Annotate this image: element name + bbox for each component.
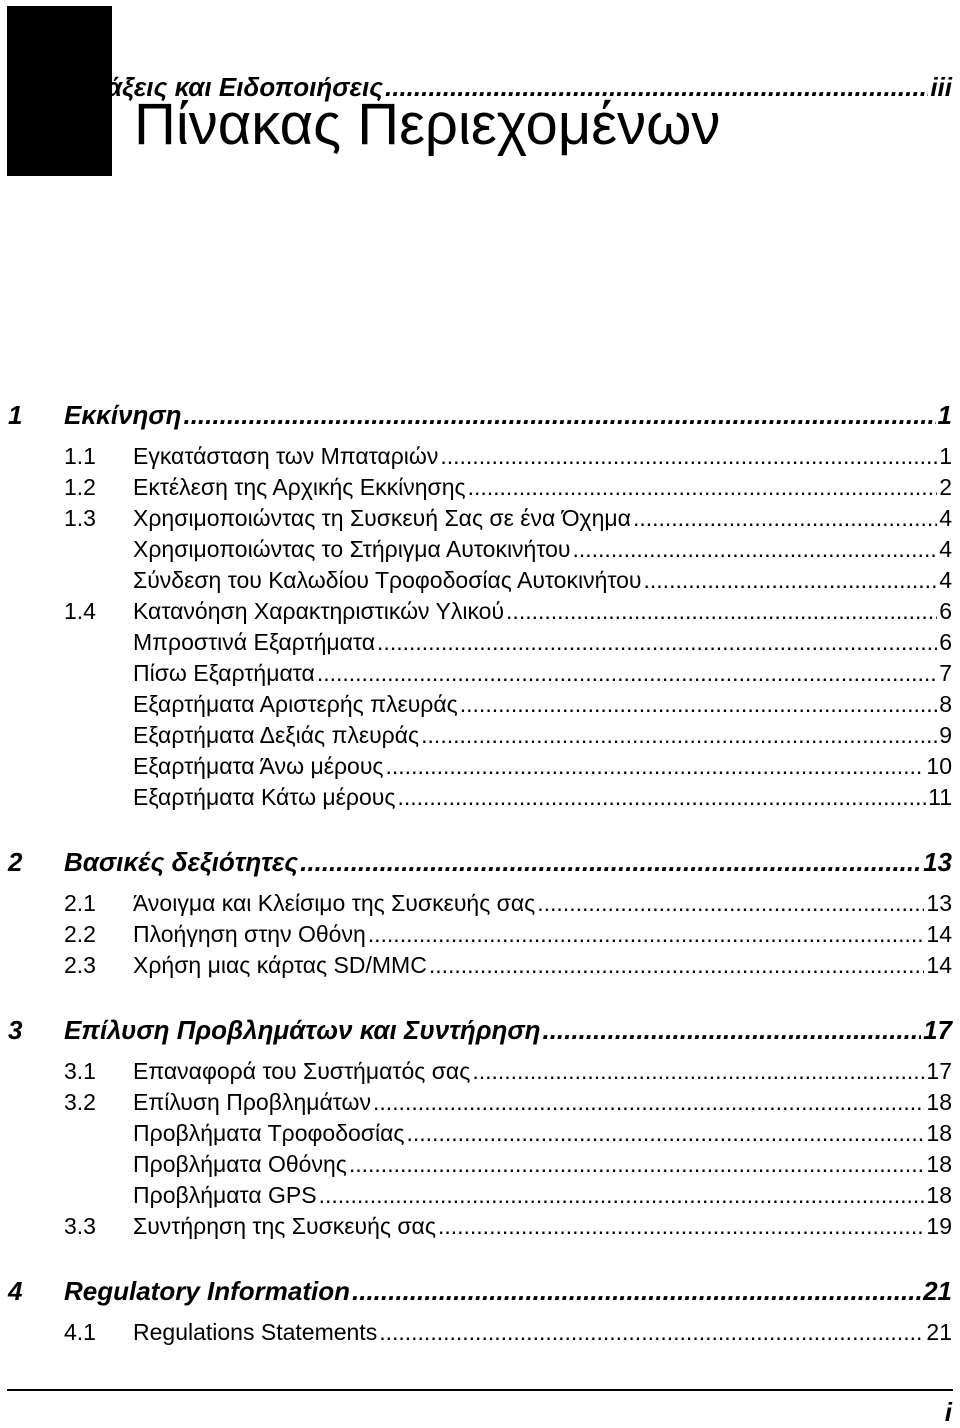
toc-leader-dots [572, 536, 937, 563]
toc-entry-page: 7 [939, 660, 952, 686]
toc-entry-text: Άνοιγμα και Κλείσιμο της Συσκευής σας [133, 890, 536, 916]
toc-entry-text: Εξαρτήματα Αριστερής πλευράς [133, 691, 458, 717]
toc-entry-text: Χρήση μιας κάρτας SD/MMC [133, 952, 427, 978]
toc-section-entry[interactable] [133, 921, 952, 951]
toc-entry-text: Εγκατάσταση των Μπαταριών [133, 443, 439, 469]
toc-entry-page: 14 [926, 921, 952, 947]
toc-chapter-entry[interactable] [64, 847, 952, 879]
toc-subsection-entry[interactable] [133, 536, 952, 566]
toc-entry-text: Εξαρτήματα Κάτω μέρους [133, 784, 396, 810]
toc-leader-dots [379, 1319, 924, 1346]
toc-section-entry[interactable] [133, 890, 952, 920]
toc-section-entry[interactable] [133, 1089, 952, 1119]
toc-leader-dots [472, 1058, 924, 1085]
toc-entry-page: 4 [939, 536, 952, 562]
toc-chapter-number: 1 [8, 400, 23, 430]
toc-section-entry[interactable] [133, 474, 952, 504]
toc-entry-page: 19 [926, 1213, 952, 1239]
toc-entry-text: Κατανόηση Χαρακτηριστικών Υλικού [133, 598, 505, 624]
toc-leader-dots [317, 660, 937, 687]
toc-leader-dots [386, 753, 925, 780]
toc-section-number: 1.4 [64, 598, 96, 624]
toc-entry-page: 18 [926, 1151, 952, 1177]
toc-leader-dots [537, 890, 924, 917]
toc-leader-dots [385, 72, 928, 103]
toc-entry-text: Προβλήματα Οθόνης [133, 1151, 347, 1177]
toc-entry-text: Πίσω Εξαρτήματα [133, 660, 315, 686]
toc-chapter-entry[interactable] [64, 1015, 952, 1047]
toc-entry-page: 11 [928, 784, 952, 810]
toc-leader-dots [460, 691, 937, 718]
toc-leader-dots [633, 505, 937, 532]
toc-entry-text: Επίλυση Προβλημάτων [133, 1089, 371, 1115]
toc-entry-page: 4 [939, 567, 952, 593]
toc-subsection-entry[interactable] [133, 1182, 952, 1212]
toc-subsection-entry[interactable] [133, 722, 952, 752]
toc-entry-text: Εξαρτήματα Δεξιάς πλευράς [133, 722, 420, 748]
toc-leader-dots [349, 1151, 925, 1178]
toc-entry-text: Μπροστινά Εξαρτήματα [133, 629, 376, 655]
toc-subsection-entry[interactable] [133, 753, 952, 783]
toc-subsection-entry[interactable] [133, 567, 952, 597]
toc-entry-text: Σύνδεση του Καλωδίου Τροφοδοσίας Αυτοκινήτου [133, 567, 642, 593]
toc-entry-page: 10 [926, 753, 952, 779]
toc-section-entry[interactable] [133, 443, 952, 473]
toc-entry-text: Προβλήματα Τροφοδοσίας [133, 1120, 405, 1146]
toc-entry-page: 4 [939, 505, 952, 531]
toc-section-number: 1.1 [64, 443, 96, 469]
toc-entry-text: Χρησιμοποιώντας το Στήριγμα Αυτοκινήτου [133, 536, 571, 562]
toc-leader-dots [429, 952, 925, 979]
toc-entry-page: 17 [923, 1015, 952, 1045]
toc-leader-dots [300, 847, 921, 878]
toc-leader-dots [644, 567, 938, 594]
toc-section-entry[interactable] [133, 505, 952, 535]
toc-leader-dots [506, 598, 937, 625]
toc-subsection-entry[interactable] [133, 1151, 952, 1181]
toc-chapter-number: 3 [8, 1015, 23, 1045]
toc-section-entry[interactable] [133, 598, 952, 628]
toc-entry-page: 1 [939, 443, 952, 469]
toc-entry-page: 1 [937, 400, 952, 430]
toc-leader-dots [373, 1089, 924, 1116]
toc-entry-text: Εξαρτήματα Άνω μέρους [133, 753, 384, 779]
toc-entry-text: Επαναφορά του Συστήματός σας [133, 1058, 471, 1084]
toc-chapter-entry[interactable] [64, 400, 952, 432]
toc-entry-page: 18 [926, 1089, 952, 1115]
toc-section-number: 1.3 [64, 505, 96, 531]
toc-entry-text: Regulations Statements [133, 1319, 378, 1345]
toc-entry-text: Συντήρηση της Συσκευής σας [133, 1213, 436, 1239]
toc-section-number: 3.3 [64, 1213, 96, 1239]
footer-divider [7, 1389, 953, 1391]
toc-entry-text: Χρησιμοποιώντας τη Συσκευή Σας σε ένα Όχημα [133, 505, 631, 531]
toc-entry-page: 2 [939, 474, 952, 500]
toc-subsection-entry[interactable] [133, 629, 952, 659]
toc-leader-dots [397, 784, 926, 811]
toc-section-entry[interactable] [133, 1058, 952, 1088]
toc-entry-page: 18 [926, 1182, 952, 1208]
toc-leader-dots [468, 474, 938, 501]
toc-section-number: 2.3 [64, 952, 96, 978]
toc-entry-page: 13 [926, 890, 952, 916]
toc-entry-page: 14 [926, 952, 952, 978]
toc-subsection-entry[interactable] [133, 1120, 952, 1150]
page-title: Πίνακας Περιεχομένων [134, 92, 721, 157]
toc-leader-dots [368, 921, 925, 948]
toc-entry-page: 8 [939, 691, 952, 717]
toc-entry-preface[interactable] [8, 72, 952, 104]
toc-section-entry[interactable] [133, 1213, 952, 1243]
toc-subsection-entry[interactable] [133, 691, 952, 721]
toc-entry-page: 6 [939, 629, 952, 655]
toc-leader-dots [438, 1213, 924, 1240]
toc-entry-page: 9 [939, 722, 952, 748]
toc-leader-dots [440, 443, 937, 470]
toc-chapter-number: 2 [8, 847, 23, 877]
toc-entry-text: Πλοήγηση στην Οθόνη [133, 921, 366, 947]
toc-entry-page: 21 [923, 1276, 952, 1306]
toc-entry-page: 21 [926, 1319, 952, 1345]
toc-chapter-number: 4 [8, 1276, 23, 1306]
toc-section-number: 3.2 [64, 1089, 96, 1115]
toc-subsection-entry[interactable] [133, 660, 952, 690]
toc-section-number: 3.1 [64, 1058, 96, 1084]
toc-leader-dots [352, 1276, 921, 1307]
toc-section-number: 1.2 [64, 474, 96, 500]
toc-section-entry[interactable] [133, 952, 952, 982]
toc-leader-dots [319, 1182, 925, 1209]
toc-entry-page: 6 [939, 598, 952, 624]
toc-entry-page: 18 [926, 1120, 952, 1146]
toc-entry-page: 13 [923, 847, 952, 877]
toc-entry-text: Εκτέλεση της Αρχικής Εκκίνησης [133, 474, 466, 500]
toc-entry-text: Βασικές δεξιότητες [64, 847, 299, 877]
toc-entry-text: Regulatory Information [64, 1276, 351, 1306]
toc-leader-dots [183, 400, 935, 431]
toc-entry-page: iii [930, 72, 952, 102]
toc-leader-dots [542, 1015, 921, 1046]
toc-entry-text: Προβλήματα GPS [133, 1182, 317, 1208]
toc-entry-text: Επίλυση Προβλημάτων και Συντήρηση [64, 1015, 541, 1045]
page-number: i [944, 1397, 952, 1427]
toc-section-number: 2.2 [64, 921, 96, 947]
toc-chapter-entry[interactable] [64, 1276, 952, 1308]
toc-entry-text: Προφυλάξεις και Ειδοποιήσεις [8, 72, 384, 102]
toc-leader-dots [421, 722, 937, 749]
toc-entry-text: Εκκίνηση [64, 400, 182, 430]
toc-entry-page: 17 [926, 1058, 952, 1084]
toc-section-number: 4.1 [64, 1319, 96, 1345]
toc-section-number: 2.1 [64, 890, 96, 916]
toc-subsection-entry[interactable] [133, 784, 952, 814]
toc-leader-dots [407, 1120, 925, 1147]
toc-section-entry[interactable] [133, 1319, 952, 1349]
toc-leader-dots [377, 629, 937, 656]
